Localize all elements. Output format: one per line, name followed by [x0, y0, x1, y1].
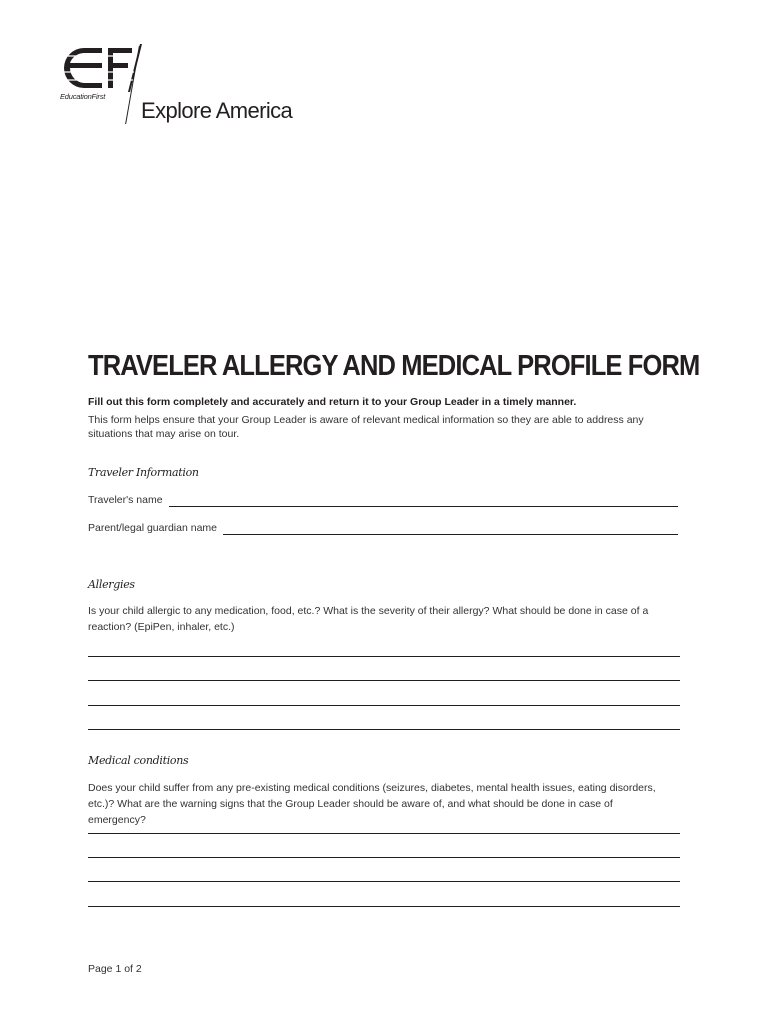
allergies-answer-line[interactable]	[88, 705, 680, 706]
medical-conditions-answer-line[interactable]	[88, 906, 680, 907]
allergies-question: Is your child allergic to any medication, food, etc.? What is the severity of their allergy? What should be done in case of a reaction? (EpiPen, inhaler, etc.)	[88, 605, 649, 633]
guardian-name-field[interactable]	[88, 519, 678, 535]
guardian-name-line[interactable]	[223, 518, 678, 535]
instruction-text: This form helps ensure that your Group Leader is aware of relevant medical information so they are able to address any situations that may arise on tour.	[88, 414, 644, 440]
allergies-answer-line[interactable]	[88, 656, 680, 657]
ef-logo-mark	[62, 44, 146, 92]
travelers-name-line[interactable]	[169, 490, 678, 507]
medical-conditions-answer-line[interactable]	[88, 833, 680, 834]
instruction-bold: Fill out this form completely and accurately and return it to your Group Leader in a timely manner.	[88, 396, 577, 408]
section-heading-medical-conditions: Medical conditions	[88, 754, 189, 767]
medical-conditions-answer-line[interactable]	[88, 881, 680, 882]
section-heading-traveler-information: Traveler Information	[88, 466, 199, 479]
form-title: TRAVELER ALLERGY AND MEDICAL PROFILE FORM	[88, 350, 700, 382]
allergies-answer-line[interactable]	[88, 729, 680, 730]
page-number: Page 1 of 2	[88, 963, 142, 975]
travelers-name-field[interactable]	[88, 491, 678, 507]
ef-logo	[58, 44, 154, 126]
medical-conditions-question: Does your child suffer from any pre-existing medical conditions (seizures, diabetes, mental health issues, eating disorders, etc.)? What are the warning signs that the Group Leader should be aware of, and what should be done in case of emergency?	[88, 782, 656, 826]
brand-name: Explore America	[141, 98, 293, 123]
medical-conditions-answer-line[interactable]	[88, 857, 680, 858]
allergies-answer-line[interactable]	[88, 680, 680, 681]
logo-subtext: EducationFirst	[60, 92, 106, 101]
travelers-name-label: Traveler's name	[88, 494, 163, 506]
section-heading-allergies: Allergies	[88, 578, 135, 591]
guardian-name-label: Parent/legal guardian name	[88, 522, 218, 534]
